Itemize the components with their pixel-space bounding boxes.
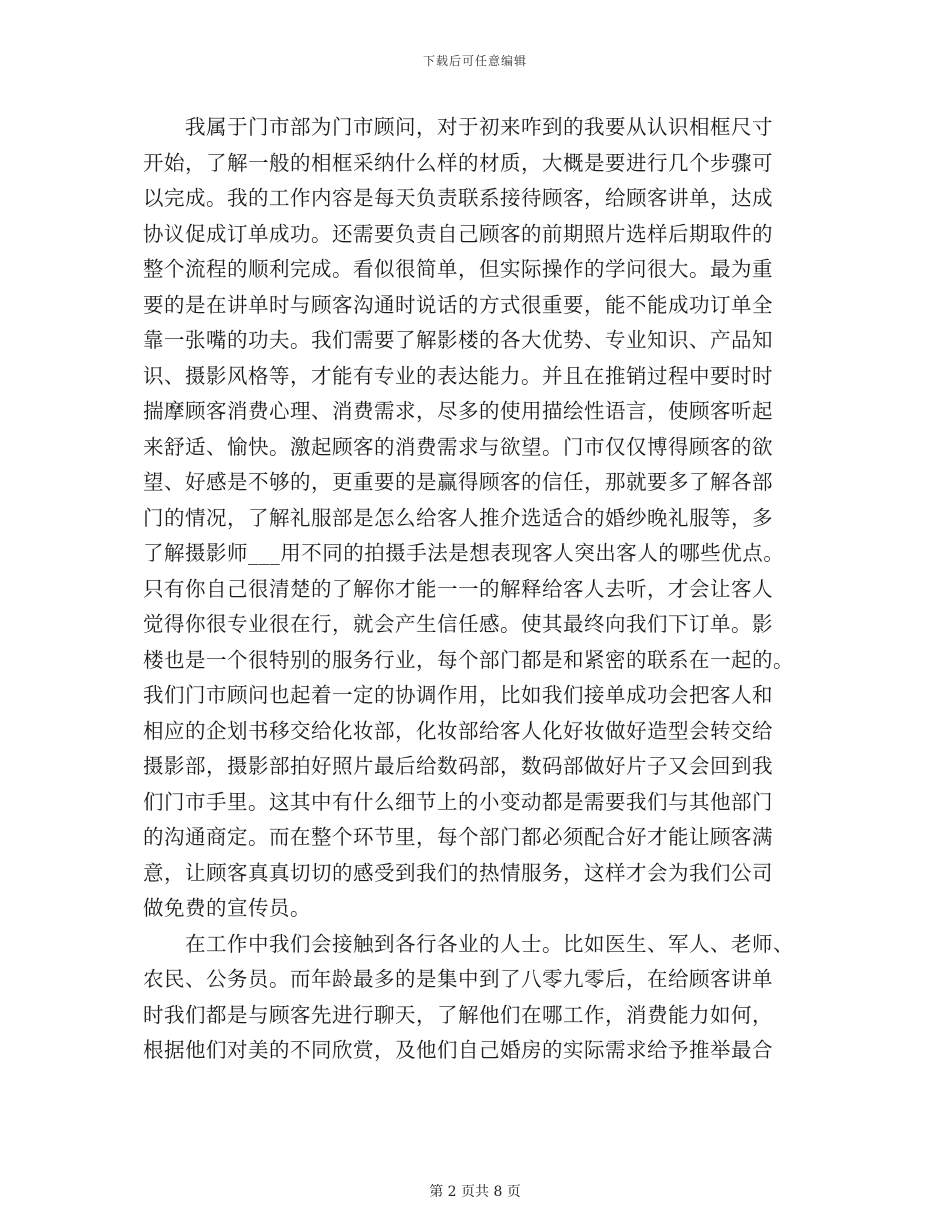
text-line: 望、好感是不够的，更重要的是赢得顾客的信任，那就要多了解各部 (143, 470, 773, 494)
text-line: 意，让顾客真真切切的感受到我们的热情服务，这样才会为我们公司 (143, 860, 773, 885)
text-line: 靠一张嘴的功夫。我们需要了解影楼的各大优势、专业知识、产品知 (143, 328, 773, 352)
text-line: 做免费的宣传员。 (143, 896, 311, 920)
text-line: 农民、公务员。而年龄最多的是集中到了八零九零后，在给顾客讲单 (143, 967, 773, 991)
text-line: 了解摄影师___用不同的拍摄手法是想表现客人突出客人的哪些优点。 (143, 541, 785, 565)
text-line: 只有你自己很清楚的了解你才能一一的解释给客人去听，才会让客人 (143, 576, 773, 601)
text-line: 整个流程的顺利完成。看似很简单，但实际操作的学问很大。最为重 (143, 257, 773, 281)
text-line: 协议促成订单成功。还需要负责自己顾客的前期照片选样后期取件的 (143, 221, 773, 246)
text-line: 在工作中我们会接触到各行各业的人士。比如医生、军人、老师、 (185, 931, 794, 956)
text-line: 我属于门市部为门市顾问，对于初来咋到的我要从认识相框尺寸 (185, 115, 773, 139)
text-line: 识、摄影风格等，才能有专业的表达能力。并且在推销过程中要时时 (143, 363, 773, 388)
text-line: 开始，了解一般的相框采纳什么样的材质，大概是要进行几个步骤可 (143, 150, 773, 175)
text-line: 们门市手里。这其中有什么细节上的小变动都是需要我们与其他部门 (143, 789, 773, 814)
text-line: 的沟通商定。而在整个环节里，每个部门都必须配合好才能让顾客满 (143, 825, 773, 849)
text-line: 根据他们对美的不同欣赏，及他们自己婚房的实际需求给予推举最合 (143, 1038, 773, 1062)
text-line: 以完成。我的工作内容是每天负责联系接待顾客，给顾客讲单，达成 (143, 186, 773, 210)
text-line: 摄影部，摄影部拍好照片最后给数码部，数码部做好片子又会回到我 (143, 754, 773, 778)
text-line: 时我们都是与顾客先进行聊天，了解他们在哪工作，消费能力如何， (143, 1002, 773, 1027)
text-line: 门的情况，了解礼服部是怎么给客人推介选适合的婚纱晚礼服等，多 (143, 505, 773, 530)
text-line: 楼也是一个很特别的服务行业，每个部门都是和紧密的联系在一起的。 (143, 647, 794, 672)
text-line: 相应的企划书移交给化妆部，化妆部给客人化好妆做好造型会转交给 (143, 718, 773, 743)
document-body (143, 110, 807, 1069)
text-line: 揣摩顾客消费心理、消费需求，尽多的使用描绘性语言，使顾客听起 (143, 399, 773, 423)
page-header-note: 下载后可任意编辑 (422, 54, 527, 68)
text-line: 要的是在讲单时与顾客沟通时说话的方式很重要，能不能成功订单全 (143, 292, 773, 317)
text-line: 来舒适、愉快。激起顾客的消费需求与欲望。门市仅仅博得顾客的欲 (143, 434, 773, 459)
page-number: 第 2 页共 8 页 (429, 1184, 521, 1200)
text-line: 我们门市顾问也起着一定的协调作用，比如我们接单成功会把客人和 (143, 683, 773, 707)
text-line: 觉得你很专业很在行，就会产生信任感。使其最终向我们下订单。影 (143, 612, 773, 636)
